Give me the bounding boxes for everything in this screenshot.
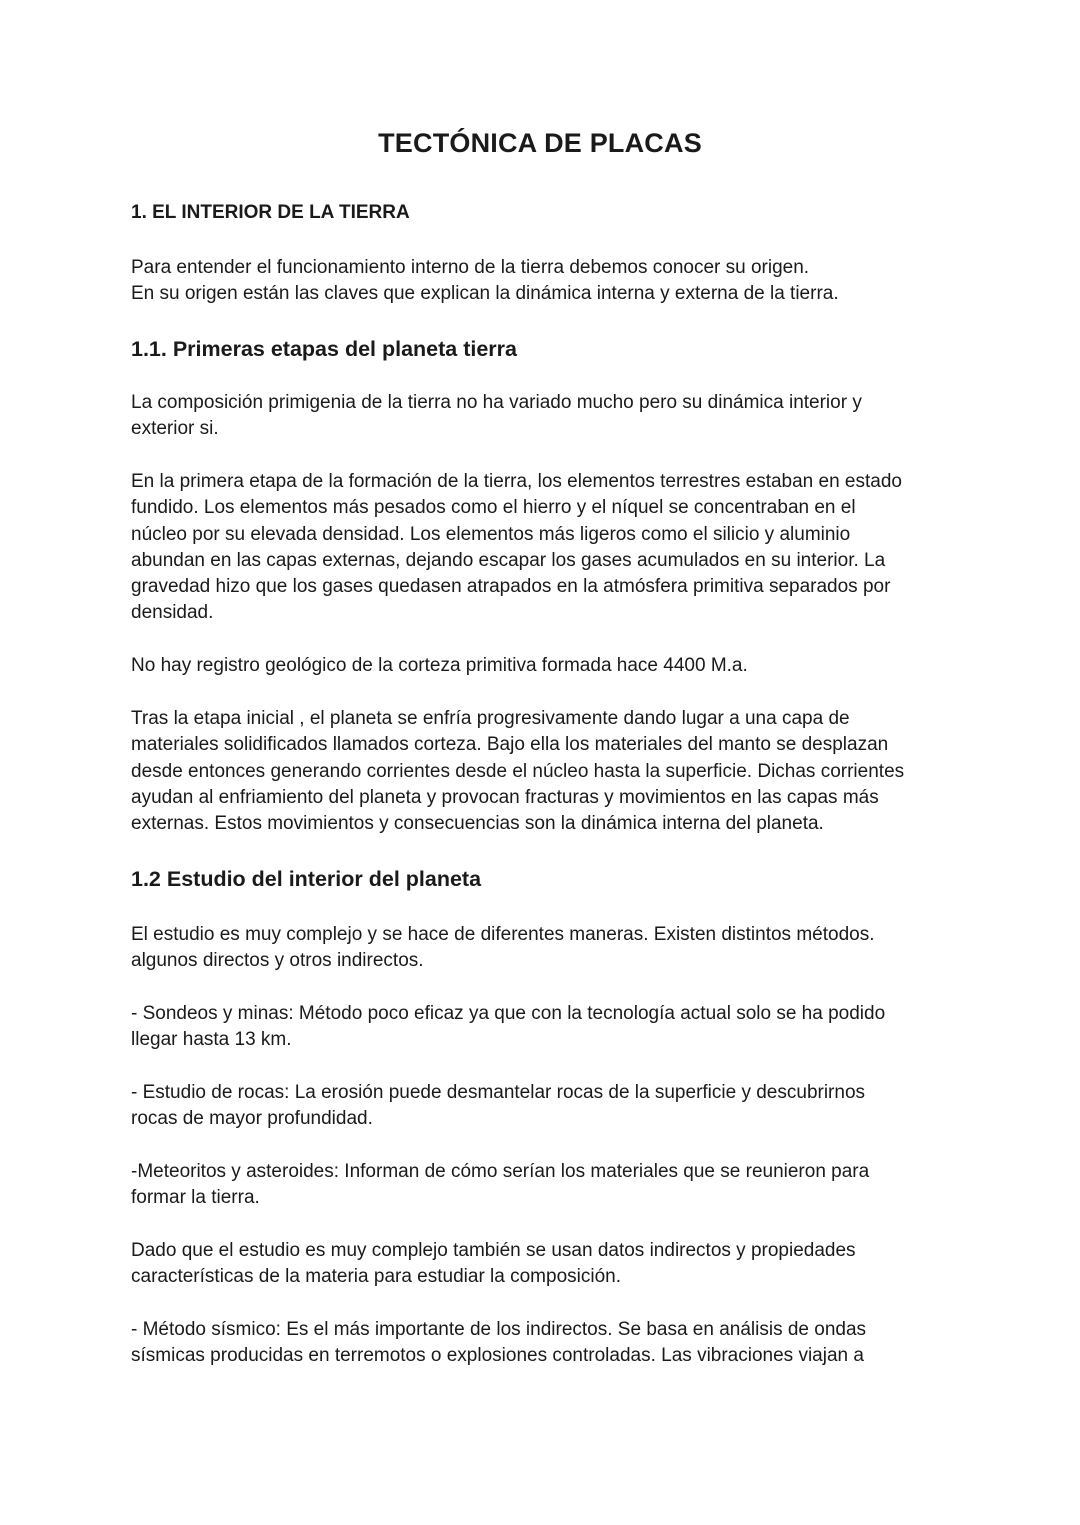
text-line: exterior si. <box>131 418 219 440</box>
paragraph-registro <box>131 653 961 679</box>
text-line: características de la materia para estudiar la composición. <box>131 1266 622 1288</box>
text-line: Dado que el estudio es muy complejo también se usan datos indirectos y propiedades <box>131 1240 856 1261</box>
text-line: materiales solidificados llamados corteza. Bajo ella los materiales del manto se desplazan <box>131 734 889 756</box>
text-line: En su origen están las claves que explican la dinámica interna y externa de la tierra. <box>131 283 839 305</box>
text-line: -Meteoritos y asteroides: Informan de cómo serían los materiales que se reunieron para <box>131 1161 870 1182</box>
text-line: - Estudio de rocas: La erosión puede desmantelar rocas de la superficie y descubrirnos <box>131 1082 866 1103</box>
text-line: gravedad hizo que los gases quedasen atrapados en la atmósfera primitiva separados por <box>131 576 891 598</box>
text-line: sísmicas producidas en terremotos o explosiones controladas. Las vibraciones viajan a <box>131 1345 864 1367</box>
paragraph-primera-etapa <box>131 469 961 627</box>
paragraph-meteoritos <box>131 1159 961 1212</box>
text-line: No hay registro geológico de la corteza primitiva formada hace 4400 M.a. <box>131 655 748 676</box>
paragraph-datos-indirectos <box>131 1238 961 1291</box>
document-title: TECTÓNICA DE PLACAS <box>378 128 702 158</box>
text-line: algunos directos y otros indirectos. <box>131 950 424 972</box>
paragraph-rocas <box>131 1080 961 1133</box>
paragraph-metodo-sismico <box>131 1317 961 1370</box>
text-line: Para entender el funcionamiento interno de la tierra debemos conocer su origen. <box>131 257 810 278</box>
section-heading-1-1: 1.1. Primeras etapas del planeta tierra <box>131 337 518 361</box>
section-heading-1: 1. EL INTERIOR DE LA TIERRA <box>131 202 410 223</box>
text-line: núcleo por su elevada densidad. Los elementos más ligeros como el silicio y aluminio <box>131 523 851 545</box>
text-line: externas. Estos movimientos y consecuencias son la dinámica interna del planeta. <box>131 813 824 835</box>
text-line: - Sondeos y minas: Método poco eficaz ya que con la tecnología actual solo se ha podido <box>131 1003 886 1024</box>
text-line: ayudan al enfriamiento del planeta y provocan fracturas y movimientos en las capas más <box>131 786 879 808</box>
text-line: densidad. <box>131 602 214 624</box>
text-line: fundido. Los elementos más pesados como el hierro y el níquel se concentraban en el <box>131 497 856 519</box>
section-heading-1-2: 1.2 Estudio del interior del planeta <box>131 867 482 891</box>
text-line: En la primera etapa de la formación de la tierra, los elementos terrestres estaban en estado <box>131 471 902 492</box>
text-line: Tras la etapa inicial , el planeta se enfría progresivamente dando lugar a una capa de <box>131 708 850 729</box>
text-line: formar la tierra. <box>131 1187 260 1209</box>
text-line: llegar hasta 13 km. <box>131 1029 292 1051</box>
paragraph-composicion <box>131 390 961 443</box>
text-line: - Método sísmico: Es el más importante de los indirectos. Se basa en análisis de ondas <box>131 1319 867 1340</box>
text-line: El estudio es muy complejo y se hace de diferentes maneras. Existen distintos métodos. <box>131 924 875 945</box>
text-line: abundan en las capas externas, dejando escapar los gases acumulados en su interior. La <box>131 549 886 571</box>
paragraph-estudio <box>131 922 961 975</box>
text-line: La composición primigenia de la tierra no ha variado mucho pero su dinámica interior y <box>131 392 862 413</box>
paragraph-intro <box>131 255 961 308</box>
text-line: rocas de mayor profundidad. <box>131 1108 373 1130</box>
text-line: desde entonces generando corrientes desde el núcleo hasta la superficie. Dichas corrientes <box>131 760 905 782</box>
paragraph-sondeos <box>131 1001 961 1054</box>
paragraph-etapa-inicial <box>131 706 961 837</box>
